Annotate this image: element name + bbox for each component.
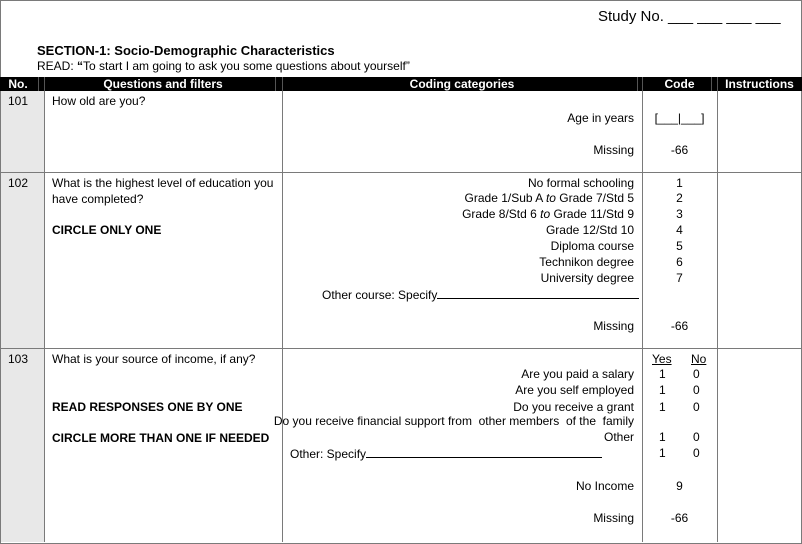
grid-line: [44, 91, 45, 542]
no-code[interactable]: 0: [693, 446, 700, 460]
question-text-line2: have completed?: [52, 192, 144, 206]
no-code[interactable]: 0: [693, 400, 700, 414]
no-code[interactable]: 0: [693, 367, 700, 381]
yes-code[interactable]: 1: [659, 400, 666, 414]
grid-line: [717, 91, 718, 542]
specify-input-line[interactable]: [437, 287, 639, 299]
category-label: [465, 191, 634, 205]
header-separator: [44, 77, 45, 91]
category-code[interactable]: 7: [676, 271, 683, 285]
label-part: Grade 1/Sub A: [464, 191, 546, 205]
label-part: Grade 7/Std 5: [555, 191, 634, 205]
yes-code[interactable]: 1: [659, 367, 666, 381]
question-instruction: CIRCLE ONLY ONE: [52, 223, 162, 237]
label-part: Grade 8/Std 6: [462, 207, 541, 221]
category-label: Age in years: [567, 111, 634, 125]
category-label: University degree: [540, 271, 634, 285]
specify-label: Other: Specify: [290, 447, 367, 461]
label-italic: to: [545, 191, 556, 205]
specify-input-line[interactable]: [366, 446, 602, 458]
question-instruction: READ RESPONSES ONE BY ONE: [52, 400, 243, 414]
read-instruction: [37, 59, 410, 73]
grid-line: [642, 91, 643, 542]
number-column-shading: [1, 91, 44, 542]
column-header-questions: Questions and filters: [103, 77, 223, 91]
other-course-specify: [322, 287, 639, 302]
category-code[interactable]: 9: [676, 479, 683, 493]
question-number: 103: [8, 352, 29, 366]
category-code[interactable]: 3: [676, 207, 683, 221]
category-code[interactable]: -66: [670, 319, 689, 333]
study-number-label: Study No. ___ ___ ___ ___: [598, 8, 781, 25]
read-prefix: READ:: [37, 59, 78, 73]
category-label: Missing: [593, 143, 634, 157]
category-label: Are you self employed: [515, 383, 634, 397]
no-code[interactable]: 0: [693, 430, 700, 444]
category-code[interactable]: -66: [670, 511, 689, 525]
category-label: [462, 207, 634, 221]
category-label: Diploma course: [550, 239, 634, 253]
header-separator: [282, 77, 283, 91]
category-code[interactable]: 5: [676, 239, 683, 253]
column-header-instructions: Instructions: [725, 77, 794, 91]
category-code[interactable]: 4: [676, 223, 683, 237]
question-instruction: CIRCLE MORE THAN ONE IF NEEDED: [52, 431, 270, 445]
row-divider: [0, 172, 802, 173]
question-number: 102: [8, 176, 29, 190]
category-label: Other: [603, 430, 634, 444]
age-input-field[interactable]: [___|___]: [654, 111, 705, 125]
category-code[interactable]: 6: [676, 255, 683, 269]
category-label: Are you paid a salary: [521, 367, 634, 381]
yes-code[interactable]: 1: [659, 430, 666, 444]
question-text-line1: What is the highest level of education you: [52, 176, 274, 190]
header-separator: [275, 77, 276, 91]
header-separator: [637, 77, 638, 91]
column-header-code: Code: [664, 77, 695, 91]
label-part: Grade 11/Std 9: [550, 207, 634, 221]
header-separator: [717, 77, 718, 91]
category-label: Technikon degree: [539, 255, 634, 269]
yes-code[interactable]: 1: [659, 446, 666, 460]
read-text: To start I am going to ask you some questions about yourself”: [83, 59, 410, 73]
yes-header: Yes: [652, 352, 672, 366]
other-income-specify: [290, 446, 602, 461]
category-code[interactable]: 1: [676, 176, 683, 190]
no-header: No: [691, 352, 707, 366]
header-separator: [711, 77, 712, 91]
grid-line: [282, 91, 283, 542]
category-label: Missing: [593, 319, 634, 333]
label-italic: to: [540, 207, 551, 221]
column-header-coding: Coding categories: [409, 77, 515, 91]
specify-label: Other course: Specify: [322, 288, 438, 302]
category-label: Missing: [593, 511, 634, 525]
header-separator: [642, 77, 643, 91]
category-label: No formal schooling: [527, 176, 634, 190]
question-text: How old are you?: [52, 94, 146, 108]
category-code[interactable]: -66: [670, 143, 689, 157]
header-separator: [38, 77, 39, 91]
no-code[interactable]: 0: [693, 383, 700, 397]
question-number: 101: [8, 94, 29, 108]
category-label: No Income: [575, 479, 634, 493]
read-quote-open: “: [77, 59, 84, 73]
row-divider: [0, 348, 802, 349]
category-label: Do you receive a grant: [513, 400, 634, 414]
column-header-no: No.: [8, 77, 28, 91]
category-label: Grade 12/Std 10: [545, 223, 634, 237]
section-title: SECTION-1: Socio-Demographic Characteristics: [37, 43, 335, 58]
category-code[interactable]: 2: [676, 191, 683, 205]
yes-code[interactable]: 1: [659, 383, 666, 397]
question-text: What is your source of income, if any?: [52, 352, 256, 366]
category-label: Do you receive financial support from other members of the family: [273, 414, 634, 428]
